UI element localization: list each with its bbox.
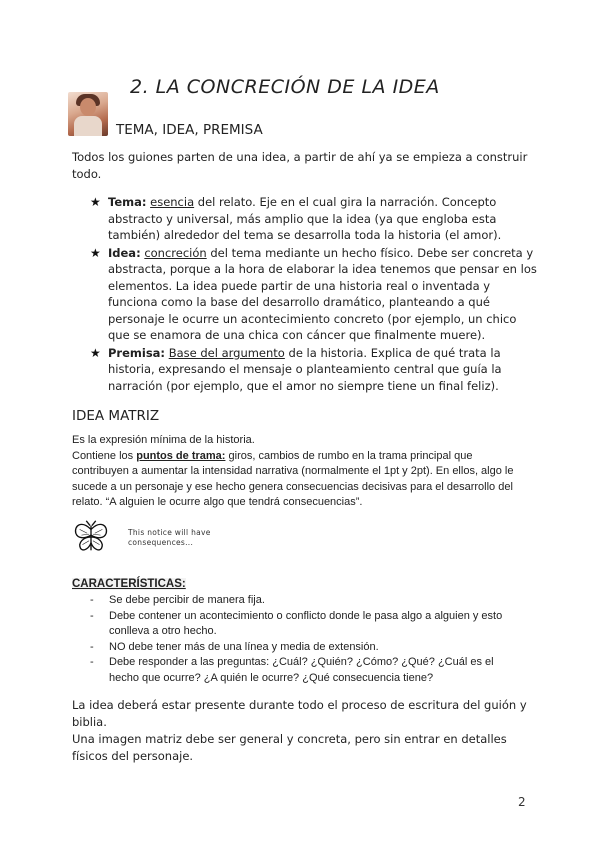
list-item-premisa (90, 345, 540, 395)
list-item-tema (90, 194, 540, 244)
butterfly-icon (72, 518, 110, 556)
term-keyword: Base del argumento (168, 345, 285, 360)
section-heading-caracteristicas: CARACTERÍSTICAS: (72, 578, 186, 590)
plot-points-keyword: puntos de trama: (136, 449, 226, 462)
closing-paragraphs (72, 697, 532, 765)
definition-line: Es la expresión mínima de la historia. (72, 434, 255, 446)
term-label: Premisa: (108, 345, 166, 360)
page-number: 2 (518, 795, 526, 809)
closing-paragraph-2: Una imagen matriz debe ser general y concreta, pero sin entrar en detalles físicos del personaje. (72, 732, 507, 763)
term-label: Tema: (108, 195, 147, 209)
definitions-list (90, 194, 540, 395)
chapter-title: 2. LA CONCRECIÓN DE LA IDEA (130, 76, 440, 98)
term-description: del relato. Eje en el cual gira la narración. Concepto abstracto y universal, más amplio que la idea (ya que engloba esta también) alrededor del tema se desarrolla toda la historia (el amor). (108, 195, 502, 242)
intro-paragraph: Todos los guiones parten de una idea, a partir de ahí ya se empieza a construir todo. (72, 150, 528, 181)
star-bullet-icon: ★ (90, 245, 101, 260)
section-heading-idea-matriz: IDEA MATRIZ (72, 408, 160, 424)
plot-points-paragraph: Contiene los puntos de trama: giros, cambios de rumbo en la trama principal que contribuyen a aumentar la intensidad narrativa (normalmente el 1pt y 2pt). En ellos, algo le sucede a un personaje y ese hecho genera consecuencias decisivas para el desarrollo del relato. “A alguien le ocurre algo que tendrá consecuencias”. (72, 449, 514, 508)
term-label: Idea: (108, 245, 141, 260)
term-keyword: concreción (144, 245, 207, 260)
term-description: del tema mediante un hecho físico. Debe ser concreta y abstracta, porque a la hora de elaborar la idea tenemos que pensar en los elementos. La idea puede partir de una historia real o inventada y funciona como la base del desarrollo dramático, planteando a qué personaje le ocurre un acontecimiento concreto (por ejemplo, un chico que se enamora de una chica con cáncer que finalmente muere). (108, 245, 537, 342)
term-description: de la historia. Explica de qué trata la historia, expresando el mensaje o planteamiento central que guía la narración (por ejemplo, que el amor no siempre tiene un final feliz). (108, 345, 502, 393)
list-item-idea (90, 245, 540, 344)
list-item: - Debe responder a las preguntas: ¿Cuál? ¿Quién? ¿Cómo? ¿Qué? ¿Cuál es el hecho que ocurre? ¿A quién le ocurre? ¿Qué consecuencia tiene? (90, 656, 494, 684)
closing-paragraph-1: La idea deberá estar presente durante todo el proceso de escritura del guión y biblia. (72, 698, 527, 729)
list-item: - Debe contener un acontecimiento o conflicto donde le pasa algo a alguien y esto conlleva a otro hecho. (90, 609, 503, 637)
section-heading-tema: TEMA, IDEA, PREMISA (116, 122, 263, 138)
characteristics-list (90, 593, 520, 686)
star-bullet-icon: ★ (90, 345, 101, 360)
butterfly-caption: This notice will have consequences... (128, 528, 211, 547)
portrait-photo (68, 92, 108, 136)
term-keyword: esencia (150, 195, 195, 209)
list-item: - NO debe tener más de una línea y media de extensión. (90, 640, 379, 653)
list-item: - Se debe percibir de manera fija. (90, 594, 265, 606)
idea-matriz-text (72, 433, 527, 511)
star-bullet-icon: ★ (90, 195, 101, 209)
